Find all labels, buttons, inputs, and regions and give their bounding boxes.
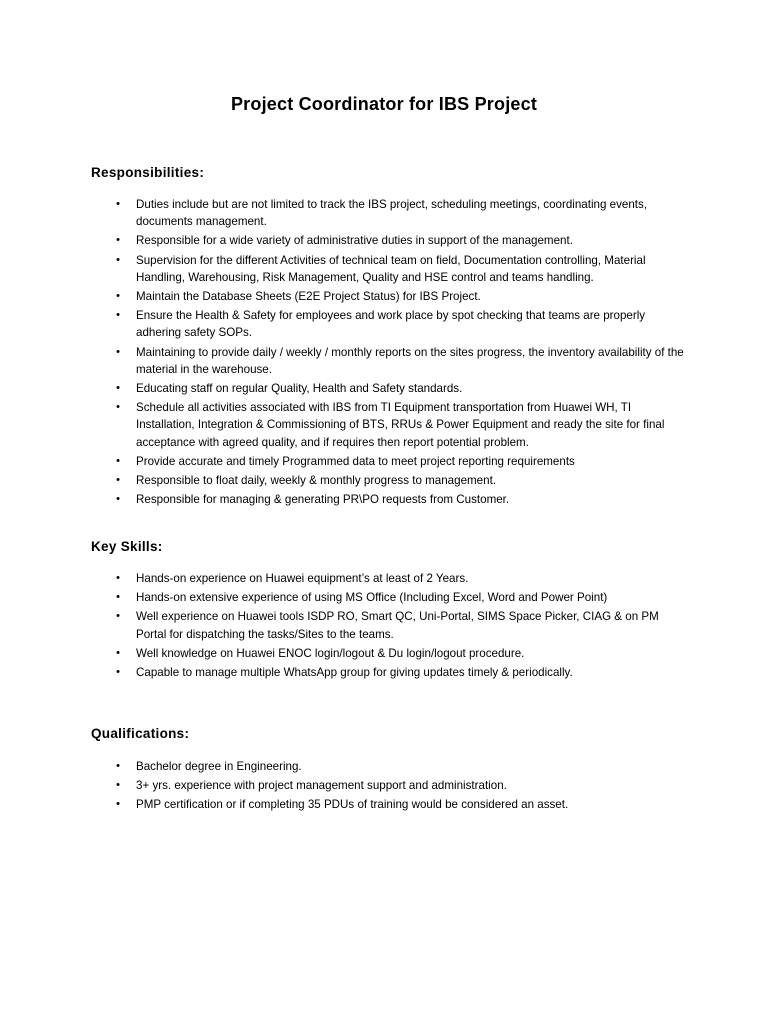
bullet-icon: •: [116, 610, 120, 623]
list-item: [112, 344, 692, 378]
list-item-text: Capable to manage multiple WhatsApp group for giving updates timely & periodically.: [136, 666, 573, 680]
list-item: [112, 589, 692, 606]
list-item: [112, 491, 692, 508]
bullet-icon: •: [116, 345, 120, 358]
responsibilities-list: [112, 196, 692, 510]
bullet-icon: •: [116, 798, 120, 811]
list-item: [112, 252, 692, 286]
list-item: [112, 472, 692, 489]
bullet-icon: •: [116, 253, 120, 266]
bullet-icon: •: [116, 401, 120, 414]
bullet-icon: •: [116, 309, 120, 322]
bullet-icon: •: [116, 493, 120, 506]
list-item-text: Educating staff on regular Quality, Health and Safety standards.: [136, 382, 463, 396]
list-item-text: 3+ yrs. experience with project management support and administration.: [136, 779, 507, 793]
page-title: Project Coordinator for IBS Project: [230, 94, 538, 114]
list-item-text: Supervision for the different Activities of technical team on field, Documentation controlling, Material Handling, Warehousing, Risk Management, Quality and HSE control and teams handling.: [136, 253, 646, 284]
responsibilities-heading: Responsibilities:: [91, 165, 205, 180]
list-item: [112, 645, 692, 662]
key-skills-list: [112, 570, 692, 683]
qualifications-heading: Qualifications:: [91, 726, 190, 741]
list-item: [112, 777, 692, 794]
list-item: [112, 570, 692, 587]
list-item: [112, 664, 692, 681]
list-item-text: Ensure the Health & Safety for employees and work place by spot checking that teams are properly adhering safety SOPs.: [136, 309, 646, 340]
list-item-text: Duties include but are not limited to track the IBS project, scheduling meetings, coordinating events, documents management.: [136, 198, 648, 229]
bullet-icon: •: [116, 290, 120, 303]
bullet-icon: •: [116, 666, 120, 679]
list-item-text: Responsible for managing & generating PR\PO requests from Customer.: [136, 493, 510, 507]
bullet-icon: •: [116, 382, 120, 395]
list-item-text: Hands-on experience on Huawei equipment’s at least of 2 Years.: [136, 572, 469, 585]
bullet-icon: •: [116, 646, 120, 659]
list-item-text: Provide accurate and timely Programmed data to meet project reporting requirements: [136, 454, 575, 468]
list-item: [112, 399, 692, 451]
bullet-icon: •: [116, 198, 120, 210]
list-item-text: Schedule all activities associated with IBS from TI Equipment transportation from Huawei WH, TI Installation, Integration & Commissioning of BTS, RRUs & Power Equipment and ready the site for final acceptance with agreed quality, and if requires then report potential problem.: [136, 401, 665, 449]
list-item-text: Responsible to float daily, weekly & monthly progress to management.: [136, 474, 497, 488]
list-item: [112, 608, 692, 642]
bullet-icon: •: [116, 454, 120, 467]
bullet-icon: •: [116, 474, 120, 487]
qualifications-list: [112, 758, 692, 816]
list-item-text: Maintaining to provide daily / weekly / monthly reports on the sites progress, the inventory availability of the material in the warehouse.: [136, 345, 684, 376]
key-skills-heading: Key Skills:: [91, 539, 163, 554]
bullet-icon: •: [116, 591, 120, 604]
list-item: [112, 453, 692, 470]
list-item: [112, 196, 692, 230]
bullet-icon: •: [116, 234, 120, 247]
bullet-icon: •: [116, 760, 120, 772]
list-item: [112, 288, 692, 305]
list-item: [112, 758, 692, 775]
list-item-text: Well knowledge on Huawei ENOC login/logout & Du login/logout procedure.: [136, 646, 525, 660]
list-item-text: Responsible for a wide variety of administrative duties in support of the management.: [136, 234, 573, 248]
list-item: [112, 380, 692, 397]
list-item-text: PMP certification or if completing 35 PDUs of training would be considered an asset.: [136, 798, 569, 812]
bullet-icon: •: [116, 779, 120, 792]
list-item-text: Well experience on Huawei tools ISDP RO, Smart QC, Uni-Portal, SIMS Space Picker, CIAG & on PM Portal for dispatching the tasks/Sites to the teams.: [136, 610, 659, 641]
list-item-text: Maintain the Database Sheets (E2E Project Status) for IBS Project.: [136, 290, 481, 304]
list-item: [112, 232, 692, 249]
list-item-text: Bachelor degree in Engineering.: [136, 760, 302, 773]
list-item: [112, 796, 692, 813]
list-item: [112, 307, 692, 341]
list-item-text: Hands-on extensive experience of using MS Office (Including Excel, Word and Power Point): [136, 591, 608, 605]
bullet-icon: •: [116, 572, 120, 584]
